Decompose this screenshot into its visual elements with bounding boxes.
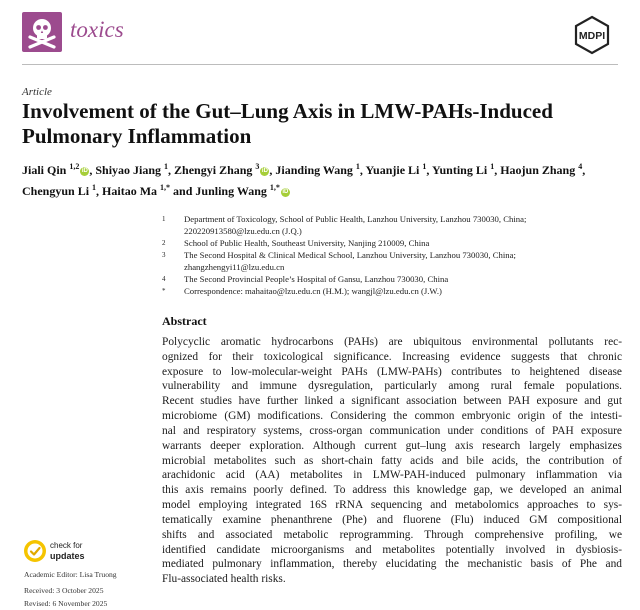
author-affiliation-sup: 1,2 bbox=[69, 162, 80, 171]
author-name[interactable]: Zhengyi Zhang bbox=[174, 163, 253, 177]
affiliation-text: The Second Provincial People’s Hospital of Gansu, Lanzhou 730030, China bbox=[184, 274, 449, 284]
abstract-line: microbiome (GM) modifications. Considering the common embryonic origin of the intesti- bbox=[162, 410, 622, 423]
author-name[interactable]: Chengyun Li bbox=[22, 184, 90, 198]
author-separator: , bbox=[426, 163, 432, 177]
check-for-updates-icon bbox=[23, 539, 47, 563]
check-for-updates-label[interactable] bbox=[50, 541, 85, 561]
author-affiliation-sup: 4 bbox=[578, 162, 583, 171]
author-affiliation-sup: 1,* bbox=[269, 183, 280, 192]
author-affiliation-sup: 1 bbox=[92, 183, 97, 192]
author-affiliation-sup: 1 bbox=[422, 162, 427, 171]
header-divider bbox=[22, 64, 618, 65]
author-affiliation-sup: 1 bbox=[164, 162, 169, 171]
affiliation-item bbox=[162, 237, 620, 249]
orcid-icon[interactable]: iD bbox=[261, 168, 268, 174]
abstract-line: mediated pulmonary inflammation, thereby elucidating the mechanistic basis of Phe and bbox=[162, 558, 622, 571]
check-line-1: check for bbox=[50, 541, 83, 550]
author-separator: , bbox=[494, 163, 501, 177]
affiliation-marker: 4 bbox=[162, 275, 166, 283]
abstract-line: Recent studies have further linked a significant association between PAH exposure and gut bbox=[162, 395, 622, 408]
check-line-2: updates bbox=[50, 551, 85, 561]
abstract-line: identified candidate microorganisms and metabolites potentially involved in dysbiosis- bbox=[162, 543, 622, 556]
author-entry bbox=[195, 184, 289, 198]
abstract-line: tematically examine phenanthrene (Phe) and fluorene (Flu) induced GM compositional bbox=[162, 513, 622, 526]
abstract-line: Polycyclic aromatic hydrocarbons (PAHs) are ubiquitous environmental pollutants rec- bbox=[162, 336, 622, 348]
author-entry bbox=[22, 163, 95, 177]
author-name[interactable]: Yuanjie Li bbox=[365, 163, 420, 177]
affiliation-item bbox=[162, 213, 620, 237]
academic-editor: Academic Editor: Lisa Truong bbox=[24, 570, 117, 579]
author-name[interactable]: Jianding Wang bbox=[275, 163, 353, 177]
author-separator: , bbox=[96, 184, 103, 198]
mdpi-logo-icon bbox=[572, 15, 612, 55]
affiliation-text: zhangzhengyi11@lzu.edu.cn bbox=[184, 262, 285, 272]
affiliation-marker: * bbox=[162, 287, 166, 295]
affiliation-text: Department of Toxicology, School of Public Health, Lanzhou University, Lanzhou 730030, China; bbox=[184, 214, 527, 224]
affiliations bbox=[162, 213, 620, 297]
affiliation-item bbox=[162, 249, 620, 273]
skull-crossbones-icon bbox=[22, 12, 62, 52]
affiliation-item bbox=[162, 273, 620, 285]
author-affiliation-sup: 1 bbox=[355, 162, 360, 171]
affiliation-marker: 1 bbox=[162, 215, 166, 223]
mdpi-logo bbox=[572, 15, 612, 55]
author-entry bbox=[432, 163, 500, 177]
article-title: Involvement of the Gut–Lung Axis in LMW-PAHs-Induced Pulmonary Inflammation bbox=[22, 99, 553, 148]
author-separator: and bbox=[170, 184, 196, 198]
author-name[interactable]: Junling Wang bbox=[195, 184, 267, 198]
article-type: Article bbox=[22, 86, 52, 98]
affiliation-text: Correspondence: mahaitao@lzu.edu.cn (H.M.); wangjl@lzu.edu.cn (J.W.) bbox=[184, 286, 442, 296]
author-affiliation-sup: 1,* bbox=[160, 183, 171, 192]
author-name[interactable]: Haojun Zhang bbox=[500, 163, 576, 177]
author-name[interactable]: Yunting Li bbox=[431, 163, 488, 177]
affiliation-item bbox=[162, 285, 620, 297]
abstract-line: nal and respiratory systems, cross-organ communication under conditions of PAH exposure bbox=[162, 424, 622, 437]
author-entry bbox=[365, 163, 431, 177]
revised-date: Revised: 6 November 2025 bbox=[24, 599, 108, 608]
author-entry bbox=[500, 163, 585, 177]
journal-name: toxics bbox=[70, 17, 124, 42]
author-affiliation-sup: 1 bbox=[490, 162, 495, 171]
author-separator: , bbox=[359, 163, 366, 177]
abstract-line: microbial metabolites such as short-chain fatty acids and bile acids, the contribution of bbox=[162, 454, 622, 467]
abstract-line: ognized for their toxicological significance. Increasing evidence suggests that chronic bbox=[162, 350, 622, 363]
abstract-line: model employing integrated 16S rRNA sequencing and metabolomics approaches to sys- bbox=[162, 499, 622, 512]
orcid-icon[interactable]: iD bbox=[81, 168, 88, 174]
abstract-body bbox=[162, 335, 622, 587]
check-for-updates-badge[interactable] bbox=[23, 539, 47, 563]
affiliation-text: School of Public Health, Southeast University, Nanjing 210009, China bbox=[184, 238, 430, 248]
author-entry bbox=[174, 163, 275, 177]
author-entry bbox=[95, 163, 174, 177]
received-date: Received: 3 October 2025 bbox=[24, 586, 104, 595]
author-name[interactable]: Haitao Ma bbox=[102, 184, 158, 198]
author-name[interactable]: Shiyao Jiang bbox=[95, 163, 162, 177]
author-separator: , bbox=[269, 163, 276, 177]
affiliation-marker: 2 bbox=[162, 239, 166, 247]
abstract-line: Flu-associated health risks. bbox=[162, 573, 286, 586]
abstract-line: shifts and associated metabolic reprogramming. Through comprehensive profiling, we bbox=[162, 528, 622, 541]
abstract-line: exposure to low-molecular-weight PAHs (LMW-PAHs) contributes to heightened disease bbox=[162, 365, 622, 378]
publisher-logo-text: MDPI bbox=[578, 30, 606, 42]
orcid-icon[interactable]: iD bbox=[282, 189, 289, 195]
author-separator: , bbox=[89, 163, 96, 177]
abstract-line: arachidonic acid (AA) metabolites in LMW-PAH-induced pulmonary inflammation via bbox=[162, 469, 622, 482]
author-list bbox=[22, 158, 618, 200]
affiliation-text: The Second Hospital & Clinical Medical School, Lanzhou University, Lanzhou 730030, China; bbox=[184, 250, 516, 260]
author-name[interactable]: Jiali Qin bbox=[22, 163, 67, 177]
abstract-line: vulnerability and immune dysregulation, particularly among rural female populations. bbox=[162, 380, 622, 393]
author-affiliation-sup: 3 bbox=[255, 162, 260, 171]
abstract-line: this axis remains poorly defined. To address this knowledge gap, we developed an animal bbox=[162, 484, 622, 497]
author-entry bbox=[102, 184, 195, 198]
abstract-line: warrants deeper exploration. Although current gut–lung axis research largely emphasizes bbox=[162, 439, 622, 452]
author-separator: , bbox=[168, 163, 175, 177]
author-entry bbox=[22, 184, 102, 198]
abstract-heading: Abstract bbox=[162, 314, 207, 328]
journal-logo bbox=[22, 12, 62, 52]
affiliation-text: 220220913580@lzu.edu.cn (J.Q.) bbox=[184, 226, 302, 236]
author-entry bbox=[275, 163, 365, 177]
author-separator: , bbox=[582, 163, 586, 177]
affiliation-marker: 3 bbox=[162, 251, 166, 259]
